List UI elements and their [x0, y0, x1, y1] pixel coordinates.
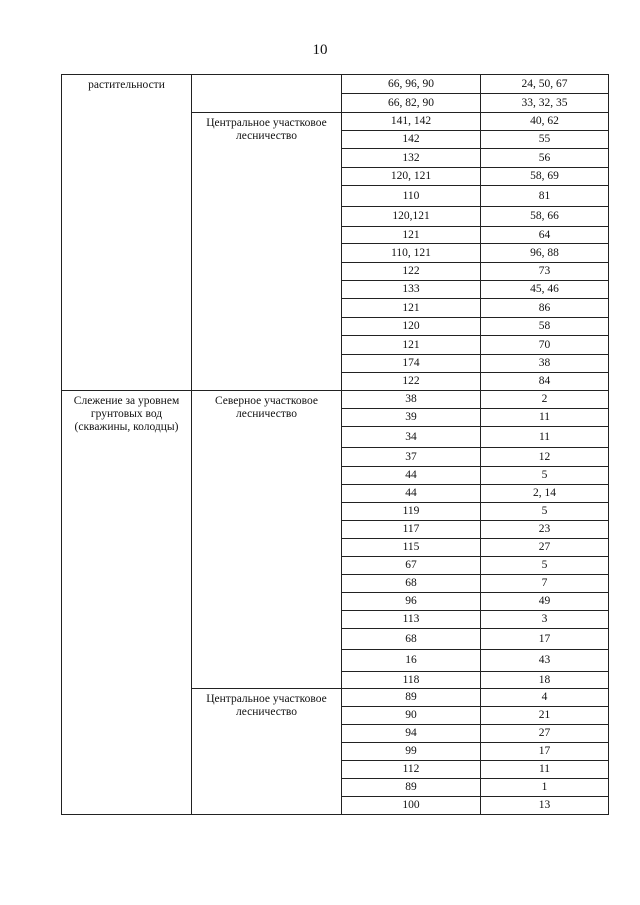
quarter-cell: 38	[342, 391, 481, 409]
quarter-cell: 117	[342, 521, 481, 539]
plot-cell: 58, 66	[481, 207, 609, 227]
table-body	[62, 75, 609, 815]
table-row	[62, 75, 609, 94]
quarter-cell: 141, 142	[342, 113, 481, 131]
quarter-cell: 119	[342, 503, 481, 521]
quarter-cell: 90	[342, 707, 481, 725]
plot-cell: 86	[481, 299, 609, 318]
plot-cell: 27	[481, 725, 609, 743]
quarter-cell: 120, 121	[342, 168, 481, 186]
plot-cell: 55	[481, 131, 609, 149]
quarter-cell: 113	[342, 611, 481, 629]
document-table	[61, 74, 609, 815]
quarter-cell: 121	[342, 299, 481, 318]
forestry-text: Северное участковое лесничество	[214, 395, 319, 420]
quarter-cell: 115	[342, 539, 481, 557]
quarter-cell: 96	[342, 593, 481, 611]
plot-cell: 17	[481, 743, 609, 761]
plot-cell: 7	[481, 575, 609, 593]
quarter-cell: 110	[342, 186, 481, 207]
quarter-cell: 37	[342, 448, 481, 467]
plot-cell: 56	[481, 149, 609, 168]
quarter-cell: 133	[342, 281, 481, 299]
plot-cell: 81	[481, 186, 609, 207]
quarter-cell: 118	[342, 672, 481, 689]
quarter-cell: 122	[342, 263, 481, 281]
plot-cell: 40, 62	[481, 113, 609, 131]
plot-cell: 73	[481, 263, 609, 281]
quarter-cell: 142	[342, 131, 481, 149]
activity-text: растительности	[88, 79, 165, 91]
quarter-cell: 122	[342, 373, 481, 391]
activity-cell	[62, 391, 192, 815]
quarter-cell: 94	[342, 725, 481, 743]
page-number: 10	[312, 42, 328, 58]
plot-cell: 18	[481, 672, 609, 689]
forestry-cell	[192, 75, 342, 113]
plot-cell: 38	[481, 355, 609, 373]
plot-cell: 11	[481, 427, 609, 448]
quarter-cell: 110, 121	[342, 244, 481, 263]
quarter-cell: 89	[342, 779, 481, 797]
quarter-cell: 121	[342, 336, 481, 355]
plot-cell: 49	[481, 593, 609, 611]
plot-cell: 24, 50, 67	[481, 75, 609, 94]
quarter-cell: 174	[342, 355, 481, 373]
plot-cell: 4	[481, 689, 609, 707]
quarter-cell: 121	[342, 227, 481, 244]
forestry-cell	[192, 689, 342, 815]
plot-cell: 64	[481, 227, 609, 244]
quarter-cell: 67	[342, 557, 481, 575]
quarter-cell: 120,121	[342, 207, 481, 227]
plot-cell: 58	[481, 318, 609, 336]
quarter-cell: 99	[342, 743, 481, 761]
plot-cell: 12	[481, 448, 609, 467]
plot-cell: 17	[481, 629, 609, 650]
plot-cell: 96, 88	[481, 244, 609, 263]
forestry-cell	[192, 391, 342, 689]
plot-cell: 5	[481, 503, 609, 521]
activity-cell	[62, 75, 192, 391]
activity-text: Слежение за уровнем грунтовых вод (скважины, колодцы)	[73, 395, 180, 433]
table-row	[62, 391, 609, 409]
plot-cell: 2, 14	[481, 485, 609, 503]
quarter-cell: 16	[342, 650, 481, 672]
plot-cell: 11	[481, 761, 609, 779]
forestry-cell	[192, 113, 342, 391]
quarter-cell: 112	[342, 761, 481, 779]
plot-cell: 5	[481, 557, 609, 575]
quarter-cell: 68	[342, 629, 481, 650]
quarter-cell: 34	[342, 427, 481, 448]
quarter-cell: 100	[342, 797, 481, 815]
quarter-cell: 132	[342, 149, 481, 168]
plot-cell: 84	[481, 373, 609, 391]
forestry-text: Центральное участковое лесничество	[206, 693, 327, 718]
plot-cell: 2	[481, 391, 609, 409]
quarter-cell: 66, 82, 90	[342, 94, 481, 113]
plot-cell: 21	[481, 707, 609, 725]
plot-cell: 33, 32, 35	[481, 94, 609, 113]
plot-cell: 23	[481, 521, 609, 539]
plot-cell: 70	[481, 336, 609, 355]
quarter-cell: 44	[342, 485, 481, 503]
plot-cell: 45, 46	[481, 281, 609, 299]
quarter-cell: 44	[342, 467, 481, 485]
plot-cell: 1	[481, 779, 609, 797]
plot-cell: 13	[481, 797, 609, 815]
forestry-text: Центральное участковое лесничество	[206, 117, 327, 142]
plot-cell: 3	[481, 611, 609, 629]
quarter-cell: 89	[342, 689, 481, 707]
plot-cell: 11	[481, 409, 609, 427]
plot-cell: 27	[481, 539, 609, 557]
plot-cell: 5	[481, 467, 609, 485]
plot-cell: 43	[481, 650, 609, 672]
quarter-cell: 120	[342, 318, 481, 336]
plot-cell: 58, 69	[481, 168, 609, 186]
quarter-cell: 68	[342, 575, 481, 593]
quarter-cell: 66, 96, 90	[342, 75, 481, 94]
quarter-cell: 39	[342, 409, 481, 427]
